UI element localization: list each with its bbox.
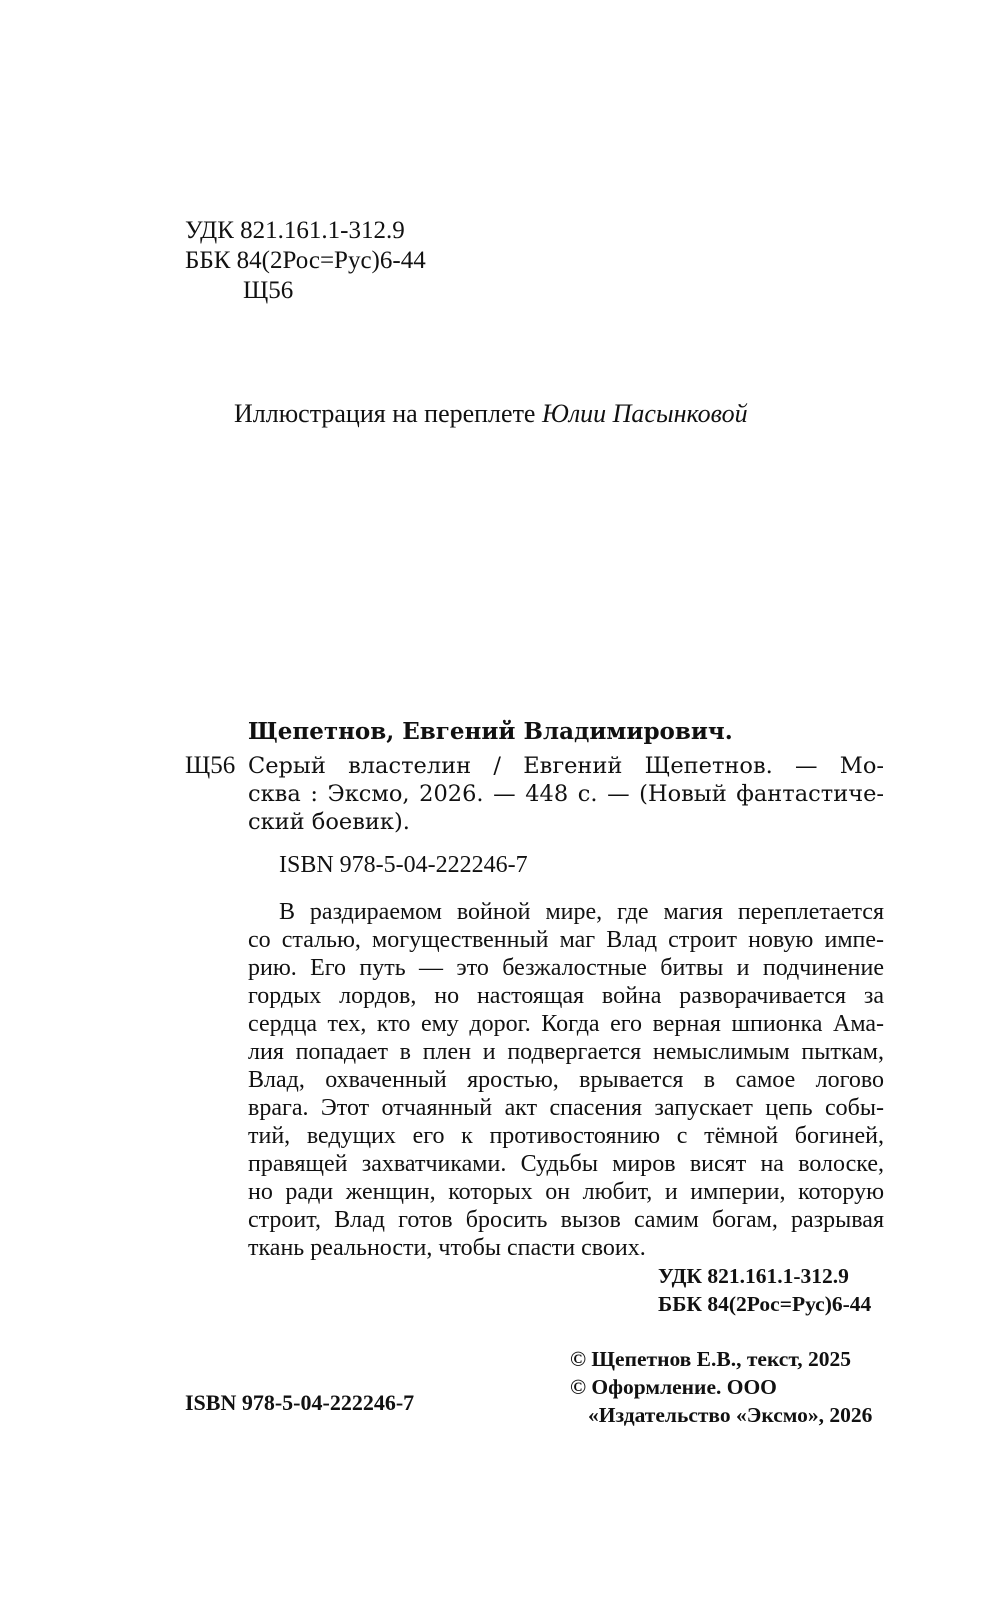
annotation-line: со сталью, могущественный маг Влад строит новую импе- <box>248 927 884 953</box>
record-description <box>248 752 884 836</box>
annotation-line: правящей захватчиками. Судьбы миров висят на волоске, <box>248 1151 884 1177</box>
copyright-notice <box>570 1345 872 1429</box>
annotation <box>248 898 884 1262</box>
annotation-line: но ради женщин, которых он любит, и империи, которую <box>248 1179 884 1205</box>
annotation-line: ткань реальности, чтобы спасти своих. <box>248 1235 646 1261</box>
record-entry <box>185 752 885 836</box>
footer-classification-codes <box>658 1262 871 1318</box>
copyright-line: «Издательство «Эксмо», 2026 <box>588 1403 873 1427</box>
annotation-line: рию. Его путь — это безжалостные битвы и подчинение <box>248 955 884 981</box>
record-line: Серый властелин / Евгений Щепетнов. — Мо- <box>248 753 884 779</box>
bbk-code: ББК 84(2Рос=Рус)6-44 <box>185 247 426 274</box>
copyright-line: © Щепетнов Е.В., текст, 2025 <box>570 1347 852 1371</box>
annotation-line: гордых лордов, но настоящая война разворачивается за <box>248 983 884 1009</box>
author-sign: Щ56 <box>243 277 294 304</box>
annotation-line: лия попадает в плен и подвергается немыслимым пыткам, <box>248 1039 884 1065</box>
annotation-line: строит, Влад готов бросить вызов самим богам, разрывая <box>248 1207 884 1233</box>
udk-code: УДК 821.161.1-312.9 <box>185 217 405 244</box>
illustration-credit <box>234 398 748 430</box>
annotation-line: сердца тех, кто ему дорог. Когда его верная шпионка Ама- <box>248 1011 884 1037</box>
footer-udk-code: УДК 821.161.1-312.9 <box>658 1264 849 1288</box>
footer-isbn: ISBN 978-5-04-222246-7 <box>185 1390 415 1415</box>
illustration-artist: Юлии Пасынковой <box>541 399 748 428</box>
record-author-sign: Щ56 <box>185 752 236 779</box>
annotation-line: врага. Этот отчаянный акт спасения запускает цепь собы- <box>248 1095 884 1121</box>
annotation-line: В раздираемом войной мире, где магия переплетается <box>279 899 884 925</box>
footer-bbk-code: ББК 84(2Рос=Рус)6-44 <box>658 1292 872 1316</box>
annotation-line: Влад, охваченный яростью, врывается в самое логово <box>248 1067 884 1093</box>
annotation-line: тий, ведущих его к противостоянию с тёмной богиней, <box>248 1123 884 1149</box>
illustration-prefix: Иллюстрация на переплете <box>234 399 542 428</box>
copyright-line: © Оформление. ООО <box>570 1375 777 1399</box>
record-line: ский боевик). <box>248 809 410 835</box>
bibliographic-record <box>185 716 885 1262</box>
record-line: сква : Эксмо, 2026. — 448 с. — (Новый фантастиче- <box>248 781 884 807</box>
record-isbn: ISBN 978-5-04-222246-7 <box>279 852 528 878</box>
top-classification-codes <box>185 216 426 306</box>
record-author: Щепетнов, Евгений Владимирович. <box>248 718 733 745</box>
